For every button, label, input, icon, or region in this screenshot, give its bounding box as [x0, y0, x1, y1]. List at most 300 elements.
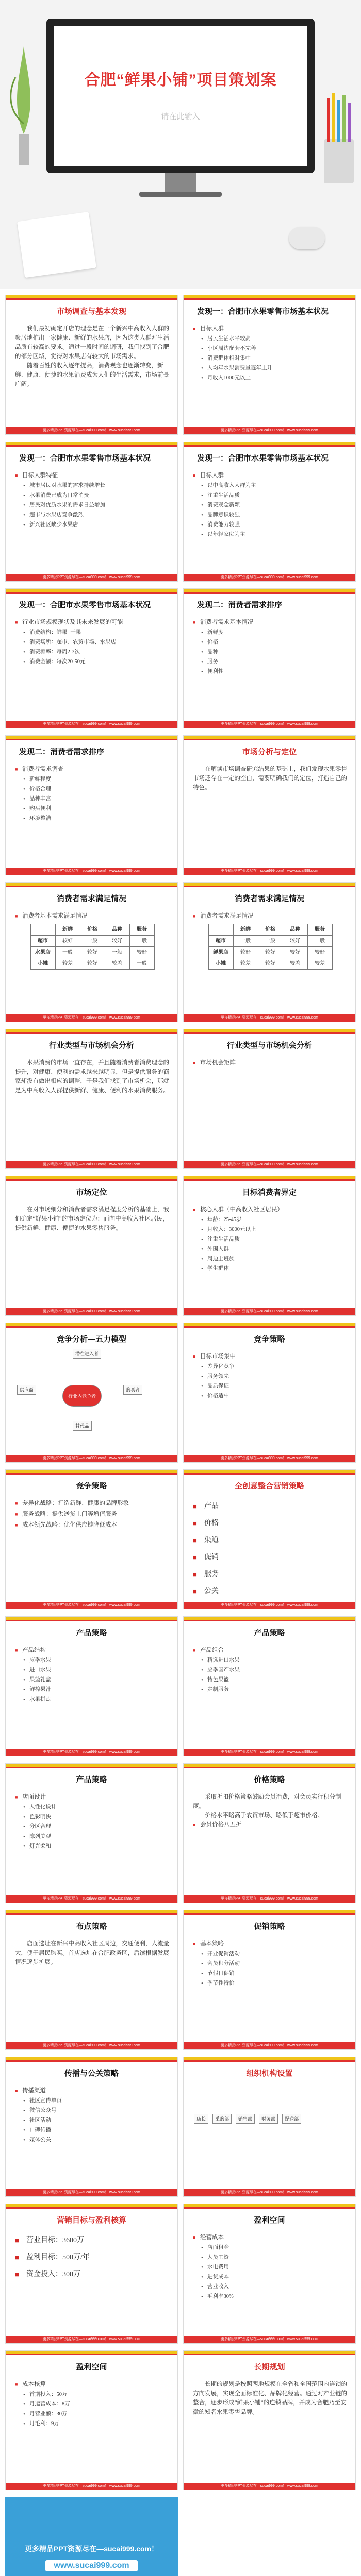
slide-footer: 更多精品PPT资源尽在—sucai999.com！ www.sucai999.com	[6, 1749, 177, 1756]
slide-bullet: • 微信公众号	[15, 2107, 170, 2115]
slide-body	[193, 2233, 348, 2302]
slide-30	[183, 2350, 356, 2490]
slide-bullet: ■ 服务战略：提供送货上门等增值服务	[15, 1510, 170, 1519]
slide-6	[183, 588, 356, 728]
slide-footer: 更多精品PPT资源尽在—sucai999.com！ www.sucai999.com	[6, 1014, 177, 1022]
slide-bullet: • 人性化设计	[15, 1803, 170, 1811]
slide-body	[15, 911, 170, 970]
slide-bullet-list	[15, 471, 170, 529]
table-cell	[208, 924, 233, 936]
slide-body	[15, 324, 170, 389]
slide-bullet: ■ 目标人群特征	[15, 471, 170, 480]
slide-title: 传播与公关策略	[64, 2069, 119, 2078]
slide-bullet: • 品种丰富	[15, 795, 170, 803]
slide-footer: 更多精品PPT资源尽在—sucai999.com！ www.sucai999.com	[6, 2189, 177, 2196]
slide-bullet: • 开业促销活动	[193, 1950, 348, 1958]
slide-title: 发现一：合肥市水果零售市场基本状况	[197, 307, 329, 316]
table-cell: 品种	[283, 924, 307, 936]
slide-bullet: ■ 产品组合	[193, 1646, 348, 1655]
table-cell: 小摊	[30, 958, 55, 970]
notebook-decoration	[17, 212, 96, 278]
slide-footer: 更多精品PPT资源尽在—sucai999.com！ www.sucai999.com	[184, 1602, 355, 1609]
slide-footer: 更多精品PPT资源尽在—sucai999.com！ www.sucai999.com	[184, 574, 355, 581]
slide-footer: 更多精品PPT资源尽在—sucai999.com！ www.sucai999.com	[184, 2042, 355, 2049]
slide-accent-bar	[6, 1913, 177, 1915]
slide-bullet: • 鲜榨果汁	[15, 1686, 170, 1694]
slide-25	[5, 2057, 178, 2197]
table-cell: 较好	[307, 947, 332, 958]
monitor-frame	[46, 19, 315, 173]
org-node: 采购部	[212, 2114, 232, 2124]
slide-8	[183, 735, 356, 875]
force-left: 供应商	[17, 1385, 36, 1395]
table-cell: 超市	[208, 936, 233, 947]
slide-accent-bar	[184, 1032, 355, 1034]
table-cell: 一般	[258, 936, 283, 947]
slide-title: 盈利空间	[254, 2216, 285, 2225]
table-cell: 价格	[258, 924, 283, 936]
slide-title: 组织机构设置	[246, 2069, 293, 2078]
slide-bullet: • 特色果篮	[193, 1676, 348, 1684]
slide-title: 长期规划	[254, 2363, 285, 2371]
slide-body	[15, 1058, 170, 1095]
slide-paragraph: 在解读市场调查研究结果的基础上，我们发现水果零售市场还存在一定的空白，需要明确我们的定位，打造自己的特色。	[193, 766, 347, 791]
slide-title: 竞争策略	[76, 1482, 107, 1490]
slide-bullet-list	[193, 1646, 348, 1694]
slide-accent-bar	[184, 1473, 355, 1475]
promo-link[interactable]: www.sucai999.com	[45, 2560, 137, 2571]
force-top: 潜在进入者	[73, 1349, 101, 1359]
slide-footer: 更多精品PPT资源尽在—sucai999.com！ www.sucai999.com	[6, 2042, 177, 2049]
slide-bullet: • 新鲜程度	[15, 775, 170, 784]
slide-bullet: ■ 目标人群	[193, 471, 348, 480]
table-cell: 一般	[233, 936, 258, 947]
slide-24	[183, 1910, 356, 2050]
slide-bullet: • 灯光柔和	[15, 1842, 170, 1851]
slide-title: 全创意整合营销策略	[234, 1482, 304, 1490]
slide-bullet: • 定制服务	[193, 1686, 348, 1694]
slide-21	[5, 1763, 178, 1903]
slide-body	[15, 471, 170, 531]
slide-bullet: • 色彩明快	[15, 1813, 170, 1821]
slide-bullet: ■ 基本策略	[193, 1939, 348, 1948]
slide-26	[183, 2057, 356, 2197]
slide-bullet: • 购买便利	[15, 805, 170, 813]
slide-body	[193, 324, 348, 384]
table-cell: 较好	[80, 947, 105, 958]
slide-body	[15, 1939, 170, 1967]
slide-accent-bar	[184, 1179, 355, 1181]
org-node: 店长	[194, 2114, 208, 2124]
table-cell: 一般	[129, 936, 154, 947]
slide-bullet: • 陈列美观	[15, 1833, 170, 1841]
slide-accent-bar	[6, 2207, 177, 2209]
slide-title: 行业类型与市场机会分析	[48, 1041, 134, 1050]
slide-accent-bar	[6, 739, 177, 740]
slide-bullet: • 会员积分活动	[193, 1960, 348, 1968]
slide-body	[15, 1499, 170, 1531]
monitor-stand	[165, 173, 196, 194]
slide-footer: 更多精品PPT资源尽在—sucai999.com！ www.sucai999.com	[6, 1895, 177, 1903]
table-row	[208, 958, 332, 970]
slide-paragraph: 价格水平略高于农贸市场、略低于超市价格。	[205, 1812, 323, 1819]
table-cell: 较好	[80, 958, 105, 970]
slide-title: 竞争分析—五力模型	[56, 1335, 126, 1344]
table-cell: 较差	[307, 958, 332, 970]
slide-title: 营销目标与盈利核算	[56, 2216, 126, 2225]
slide-bullet: • 居民对优质水果的需求日益增加	[15, 501, 170, 510]
table-cell: 新鲜	[233, 924, 258, 936]
slide-title: 消费者需求满足情况	[56, 894, 126, 903]
slide-bullet: ■ 消费者需求满足情况	[193, 911, 348, 921]
slide-bullet: • 小区周边配套不完善	[193, 345, 348, 353]
slide-bullet: • 消费群体相对集中	[193, 354, 348, 363]
slide-title: 产品策略	[76, 1775, 107, 1784]
table-cell: 品种	[105, 924, 129, 936]
slide-27	[5, 2204, 178, 2344]
slide-accent-bar	[6, 1326, 177, 1328]
table-cell: 较差	[55, 958, 80, 970]
slide-bullet: • 消费场所：超市、农贸市场、水果店	[15, 638, 170, 647]
slide-bullet: • 注重生活品质	[193, 1235, 348, 1244]
force-bottom: 替代品	[73, 1421, 92, 1431]
slide-footer: 更多精品PPT资源尽在—sucai999.com！ www.sucai999.com	[6, 1455, 177, 1462]
slide-bullet-list	[193, 1205, 348, 1273]
slide-body	[193, 765, 348, 792]
slide-title: 产品策略	[254, 1629, 285, 1637]
mouse-decoration	[289, 227, 325, 249]
table-cell: 鲜果店	[208, 947, 233, 958]
slide-22	[183, 1763, 356, 1903]
slide-bullet: ■ 会员价格八五折	[193, 1820, 348, 1829]
slide-footer: 更多精品PPT资源尽在—sucai999.com！ www.sucai999.com	[6, 1308, 177, 1315]
slide-bullet: ■ 成本领先战略：优化供应链降低成本	[15, 1520, 170, 1530]
slide-title: 发现一：合肥市水果零售市场基本状况	[197, 454, 329, 463]
slide-body	[193, 911, 348, 970]
slide-bullet: • 人均年水果消费量逐年上升	[193, 364, 348, 372]
slide-19	[5, 1616, 178, 1756]
slide-footer: 更多精品PPT资源尽在—sucai999.com！ www.sucai999.com	[184, 2336, 355, 2343]
slide-bullet: ■ 消费者需求基本情况	[193, 618, 348, 627]
slide-accent-bar	[184, 592, 355, 594]
slide-bullet: • 价格	[193, 638, 348, 647]
slide-title: 产品策略	[76, 1629, 107, 1637]
slide-title: 市场定位	[76, 1188, 107, 1197]
slide-accent-bar	[184, 1326, 355, 1328]
table-cell: 较好	[55, 936, 80, 947]
slide-16	[183, 1323, 356, 1463]
slide-accent-bar	[6, 1620, 177, 1621]
slide-29	[5, 2350, 178, 2490]
slide-bullet: • 品种	[193, 648, 348, 656]
slide-bullet: ■ 盈利目标：500万/年	[15, 2250, 170, 2265]
slide-bullet: ■ 消费者需求调查	[15, 765, 170, 774]
slide-bullet-list	[15, 2086, 170, 2144]
slide-bullet: • 月收入：3000元以上	[193, 1226, 348, 1234]
table-cell: 一般	[105, 947, 129, 958]
slide-accent-bar	[184, 2060, 355, 2062]
slide-accent-bar	[6, 1767, 177, 1768]
slide-title: 布点策略	[76, 1922, 107, 1931]
org-node: 销售部	[236, 2114, 255, 2124]
slide-bullet: • 精选进口水果	[193, 1656, 348, 1665]
slide-bullet: ■ 目标人群	[193, 324, 348, 333]
slide-footer: 更多精品PPT资源尽在—sucai999.com！ www.sucai999.com	[184, 1308, 355, 1315]
table-row	[30, 924, 154, 936]
slide-accent-bar	[6, 1179, 177, 1181]
slide-paragraph: 采取折扣价格策略鼓励会员消费，对会员实行积分制度。	[193, 1794, 341, 1809]
slide-bullet: • 进货成本	[193, 2273, 348, 2281]
slide-bullet: • 季节性特价	[193, 1979, 348, 1988]
slide-footer: 更多精品PPT资源尽在—sucai999.com！ www.sucai999.com	[184, 1455, 355, 1462]
slide-bullet: ■ 促销	[193, 1550, 348, 1565]
slide-bullet: ■ 店面设计	[15, 1792, 170, 1802]
slide-bullet: • 月营业额：30万	[15, 2410, 170, 2418]
table-cell: 较好	[283, 947, 307, 958]
slide-paragraph: 在对市场细分和消费者需求满足程度分析的基础上，我们确定“鲜果小铺”的市场定位为：面向中高收入社区居民，提供新鲜、健康、便捷的水果零售服务。	[15, 1207, 169, 1231]
slide-bullet: • 应季国产水果	[193, 1666, 348, 1674]
slide-bullet-list	[193, 618, 348, 676]
slide-footer: 更多精品PPT资源尽在—sucai999.com！ www.sucai999.com	[184, 2483, 355, 2490]
slide-bullet: • 进口水果	[15, 1666, 170, 1674]
slide-9	[5, 882, 178, 1022]
slide-12	[183, 1029, 356, 1169]
slide-bullet-list	[15, 1646, 170, 1704]
slide-bullet: • 社区宣传单页	[15, 2097, 170, 2105]
slide-accent-bar	[184, 2207, 355, 2209]
slide-bullet: • 以中高收入人群为主	[193, 482, 348, 490]
slide-body	[15, 1792, 170, 1852]
slide-bullet: • 新兴社区缺少水果店	[15, 521, 170, 529]
slide-bullet: • 消费能力较强	[193, 521, 348, 529]
slide-footer: 更多精品PPT资源尽在—sucai999.com！ www.sucai999.com	[184, 868, 355, 875]
slide-bullet: • 水果拼盘	[15, 1696, 170, 1704]
slide-bullet: • 周边上班族	[193, 1255, 348, 1263]
slide-5	[5, 588, 178, 728]
force-right: 购买者	[123, 1385, 142, 1395]
slide-bullet-list	[15, 2233, 170, 2282]
slide-title: 发现二：消费者需求排序	[197, 601, 283, 609]
slide-body	[193, 1205, 348, 1275]
slide-bullet: • 月收入1000元以上	[193, 374, 348, 382]
slide-bullet: • 首期投入：50万	[15, 2391, 170, 2399]
slide-accent-bar	[184, 2354, 355, 2355]
slide-bullet: ■ 服务	[193, 1567, 348, 1582]
slide-footer: 更多精品PPT资源尽在—sucai999.com！ www.sucai999.com	[6, 868, 177, 875]
slide-bullet: • 超市与水果店竞争激烈	[15, 511, 170, 519]
slide-footer: 更多精品PPT资源尽在—sucai999.com！ www.sucai999.com	[6, 427, 177, 434]
slide-title: 消费者需求满足情况	[234, 894, 304, 903]
slide-footer: 更多精品PPT资源尽在—sucai999.com！ www.sucai999.com	[184, 2189, 355, 2196]
table-cell: 较好	[258, 947, 283, 958]
slide-body	[193, 1792, 348, 1831]
slide-1	[5, 295, 178, 435]
slide-accent-bar	[6, 1473, 177, 1475]
table-cell: 水果店	[30, 947, 55, 958]
slide-bullet: ■ 行业市场规模现状及其未来发展的可能	[15, 618, 170, 627]
plant-icon	[5, 41, 42, 170]
slide-15	[5, 1323, 178, 1463]
slide-bullet: ■ 渠道	[193, 1533, 348, 1548]
slide-footer: 更多精品PPT资源尽在—sucai999.com！ www.sucai999.com	[6, 1602, 177, 1609]
slide-accent-bar	[184, 1620, 355, 1621]
slide-body	[193, 1939, 348, 1989]
slide-bullet: • 便利性	[193, 668, 348, 676]
table-cell: 一般	[307, 936, 332, 947]
slide-bullet: • 差异化竞争	[193, 1363, 348, 1371]
slide-footer: 更多精品PPT资源尽在—sucai999.com！ www.sucai999.com	[6, 2336, 177, 2343]
table-cell: 一般	[129, 958, 154, 970]
pencil-cup-icon	[319, 88, 359, 185]
slide-bullet-list	[15, 1499, 170, 1530]
slide-bullet-list	[193, 1939, 348, 1988]
table-row	[208, 924, 332, 936]
slide-paragraph: 店面选址在新兴中高收入社区周边，交通便利，人流量大，便于居民购买。首店选址在合肥政务区，后续根据发展情况逐步扩展。	[15, 1941, 169, 1965]
slide-body	[193, 1352, 348, 1402]
table-cell: 小摊	[208, 958, 233, 970]
slide-footer: 更多精品PPT资源尽在—sucai999.com！ www.sucai999.com	[184, 1749, 355, 1756]
slide-accent-bar	[6, 886, 177, 887]
force-center: 行业内竞争者	[62, 1385, 102, 1407]
slide-accent-bar	[6, 592, 177, 594]
table-row	[208, 936, 332, 947]
table-cell: 服务	[129, 924, 154, 936]
slide-accent-bar	[6, 445, 177, 447]
slide-accent-bar	[6, 1032, 177, 1034]
slide-18	[183, 1469, 356, 1609]
table-row	[30, 936, 154, 947]
slide-bullet: ■ 核心人群（中高收入社区居民）	[193, 1205, 348, 1214]
slide-bullet: • 店面租金	[193, 2244, 348, 2252]
table-cell: 较差	[233, 958, 258, 970]
slide-bullet: • 城市居民对水果的需求持续增长	[15, 482, 170, 490]
comparison-table	[208, 924, 333, 970]
hero-section	[0, 0, 361, 289]
slide-body	[15, 1646, 170, 1705]
slide-bullet: • 水电费用	[193, 2263, 348, 2272]
slide-title: 价格策略	[254, 1775, 285, 1784]
slide-bullet-list	[15, 618, 170, 666]
table-cell: 一般	[55, 947, 80, 958]
slide-footer: 更多精品PPT资源尽在—sucai999.com！ www.sucai999.com	[6, 2483, 177, 2490]
slide-bullet: • 媒体公关	[15, 2136, 170, 2144]
slide-accent-bar	[184, 1767, 355, 1768]
slide-body	[15, 765, 170, 824]
slide-bullet: • 月毛利：9万	[15, 2420, 170, 2428]
slide-accent-bar	[184, 886, 355, 887]
slide-bullet-list	[193, 1352, 348, 1400]
slide-paragraph: 长期的规划是按照两地规模在全省和全国范围内连锁的方向发展，实现全面标准化、品牌化经营。通过对产业链的整合，逐步形成“鲜果小铺”的连锁品牌，并成为合肥乃至安徽的知名水果零售品牌。	[193, 2381, 347, 2415]
slide-bullet: • 应季水果	[15, 1656, 170, 1665]
slide-accent-bar	[184, 445, 355, 447]
slide-bullet: • 服务	[193, 658, 348, 666]
slide-bullet: • 年龄：25-45岁	[193, 1216, 348, 1224]
slide-bullet: • 月运营成本：8万	[15, 2400, 170, 2409]
slide-28	[183, 2204, 356, 2344]
table-cell: 较好	[129, 947, 154, 958]
slide-bullet: • 消费频率：每周2-3次	[15, 648, 170, 656]
promo-panel[interactable]	[5, 2497, 178, 2576]
slide-10	[183, 882, 356, 1022]
org-node: 财务部	[259, 2114, 278, 2124]
slide-bullet: • 毛利率30%	[193, 2293, 348, 2301]
slide-bullet: • 社区活动	[15, 2116, 170, 2125]
slide-bullet: • 分区合理	[15, 1823, 170, 1831]
slide-bullet: • 新鲜度	[193, 629, 348, 637]
slide-bullet: ■ 传播渠道	[15, 2086, 170, 2095]
slide-footer: 更多精品PPT资源尽在—sucai999.com！ www.sucai999.com	[184, 1014, 355, 1022]
slide-body	[15, 2233, 170, 2284]
slide-title: 市场调查与基本发现	[56, 307, 126, 316]
slide-title: 行业类型与市场机会分析	[226, 1041, 312, 1050]
promo-text: 更多精品PPT资源尽在—sucai999.com！	[24, 2545, 159, 2553]
slide-body	[193, 618, 348, 677]
slide-7	[5, 735, 178, 875]
slide-23	[5, 1910, 178, 2050]
slide-bullet: ■ 产品结构	[15, 1646, 170, 1655]
slide-footer: 更多精品PPT资源尽在—sucai999.com！ www.sucai999.com	[184, 427, 355, 434]
table-cell: 超市	[30, 936, 55, 947]
slide-bullet: • 营业收入	[193, 2283, 348, 2291]
slide-bullet-list	[193, 324, 348, 382]
slide-body	[15, 2380, 170, 2430]
slide-bullet: ■ 公关	[193, 1584, 348, 1599]
org-chart	[194, 2114, 301, 2124]
slide-title: 促销策略	[254, 1922, 285, 1931]
monitor-base	[139, 192, 222, 197]
slide-bullet: ■ 目标市场集中	[193, 1352, 348, 1361]
slide-bullet: • 节假日促销	[193, 1970, 348, 1978]
slide-paragraph: 随着百姓的收入逐年提高，消费观念也逐渐转变，新鲜、健康、便捷的水果消费成为人们的生活需求，市场前景广阔。	[15, 363, 169, 387]
slide-bullet: • 品质保证	[193, 1382, 348, 1391]
slide-accent-bar	[184, 739, 355, 740]
slide-bullet-list	[193, 471, 348, 539]
slide-paragraph: 我们最初确定开店的理念是在一个新兴中高收入人群的聚居地推出一家健康、新鲜的水果店，因为这类人群对生活品质有较高的要求。通过一段时间的调研，我们找到了合肥的部分区域，觉得对水果店有较大的市场需求。	[15, 326, 169, 360]
slide-body	[15, 1205, 170, 1233]
slide-bullet: • 消费观念新颖	[193, 501, 348, 510]
slide-accent-bar	[6, 2060, 177, 2062]
table-row	[30, 947, 154, 958]
slide-body	[15, 618, 170, 668]
slide-bullet: • 消费金额：每次20-50元	[15, 658, 170, 666]
slide-footer: 更多精品PPT资源尽在—sucai999.com！ www.sucai999.com	[184, 721, 355, 728]
presentation-title: 合肥“鲜果小铺”项目策划案	[84, 72, 277, 89]
table-cell: 较好	[105, 936, 129, 947]
slide-bullet-list	[15, 2380, 170, 2428]
slide-14	[183, 1176, 356, 1316]
table-cell: 新鲜	[55, 924, 80, 936]
slide-body	[193, 1646, 348, 1696]
slide-accent-bar	[184, 1913, 355, 1915]
table-cell: 服务	[307, 924, 332, 936]
slide-bullet: ■ 价格	[193, 1516, 348, 1531]
slide-title: 市场分析与定位	[242, 748, 297, 756]
slide-footer: 更多精品PPT资源尽在—sucai999.com！ www.sucai999.com	[6, 721, 177, 728]
slide-13	[5, 1176, 178, 1316]
slide-bullet-list	[193, 1058, 348, 1067]
slide-bullet: ■ 营业目标：3600万	[15, 2233, 170, 2248]
slide-11	[5, 1029, 178, 1169]
table-cell: 较差	[105, 958, 129, 970]
slide-bullet: ■ 成本核算	[15, 2380, 170, 2389]
slide-bullet: • 注重生活品质	[193, 492, 348, 500]
slide-bullet: • 学生群体	[193, 1265, 348, 1273]
slide-bullet: ■ 差异化战略：打造新鲜、健康的品牌形象	[15, 1499, 170, 1508]
slide-bullet: • 以年轻家庭为主	[193, 531, 348, 539]
slide-title: 盈利空间	[76, 2363, 107, 2371]
slide-3	[5, 442, 178, 582]
slide-bullet-list	[193, 911, 348, 921]
